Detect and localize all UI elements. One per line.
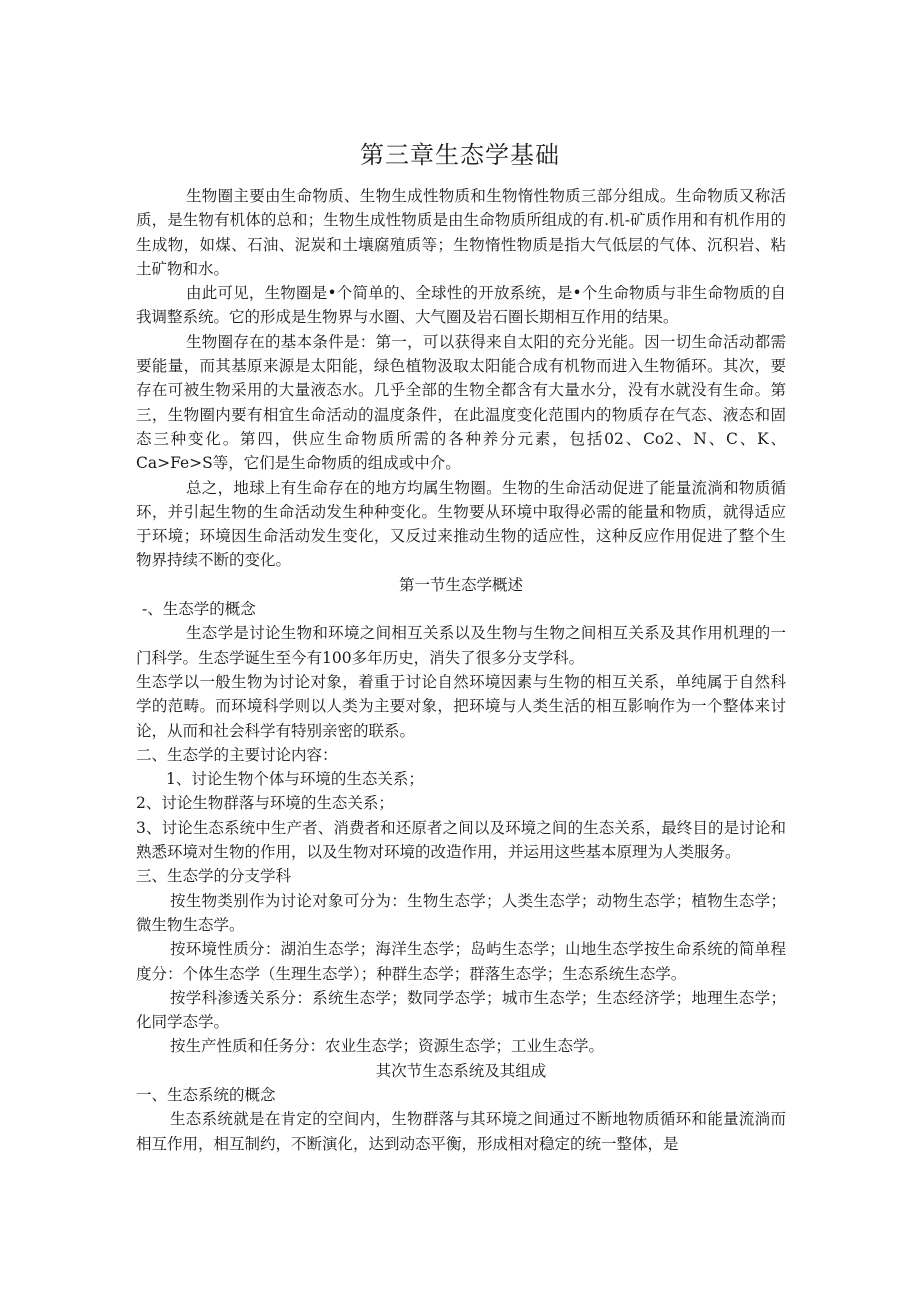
research-item-3: 3、讨论生态系统中生产者、消费者和还原者之间以及环境之间的生态关系，最终目的是讨论和熟悉环境对生物的作用，以及生物对环境的改造作用，并运用这些基本原理为人类服务。 <box>136 818 786 862</box>
intro-paragraph-4: 总之，地球上有生命存在的地方均属生物圈。生物的生命活动促进了能量流淌和物质循环，并引起生物的生命活动发生种种变化。生物要从环境中取得必需的能量和物质，就得适应于环境；环境因生命活动发生变化，又反过来推动生物的适应性，这种反应作用促进了整个生物界持续不断的变化。 <box>136 478 786 570</box>
section-2-heading: 其次节生态系统及其组成 <box>375 1061 547 1080</box>
section-2-paragraph-1: 生态系统就是在肯定的空间内，生物群落与其环境之间通过不断地物质循环和能量流淌而相互作用，相互制约，不断演化，达到动态平衡，形成相对稳定的统一整体，是 <box>136 1110 786 1153</box>
branch-paragraph-3: 按学科渗透关系分：系统生态学；数同学态学；城市生态学；生态经济学；地理生态学；化同学态学。 <box>136 988 786 1032</box>
intro-paragraph-1: 生物圈主要由生命物质、生物生成性物质和生物惰性物质三部分组成。生命物质又称活质，是生物有机体的总和；生物生成性物质是由生命物质所组成的有.机-矿质作用和有机作用的生成物，如煤、石油、泥炭和土壤腐殖质等；生物惰性物质是指大气低层的气体、沉积岩、粘土矿物和水。 <box>136 187 786 278</box>
section-1-heading: 第一节生态学概述 <box>398 575 523 594</box>
intro-paragraph-2: 由此可见，生物圈是•个简单的、全球性的开放系统，是•个生命物质与非生命物质的自我调整系统。它的形成是生物界与水圈、大气圈及岩石圈长期相互作用的结果。 <box>136 284 786 327</box>
document-body <box>136 184 786 1156</box>
section-1-subheading-1: -、生态学的概念 <box>142 600 256 619</box>
research-item-1: 1、讨论生物个体与环境的生态关系； <box>166 770 424 789</box>
section-1-paragraph-1: 生态学是讨论生物和环境之间相互关系以及生物与生物之间相互关系及其作用机理的一门科学。生态学诞生至今有100多年历史，消失了很多分支学科。 <box>136 624 786 667</box>
chapter-title: 第三章生态学基础 <box>360 141 560 169</box>
section-1-paragraph-2: 生态学以一般生物为讨论对象，着重于讨论自然环境因素与生物的相互关系，单纯属于自然科学的范畴。而环境科学则以人类为主要对象，把环境与人类生活的相互影响作为一个整体来讨论，从而和社会科学有特别亲密的联系。 <box>136 672 786 740</box>
section-2-subheading-1: 一、生态系统的概念 <box>136 1085 276 1104</box>
section-1-subheading-2: 二、生态学的主要讨论内容： <box>136 745 338 764</box>
section-1-subheading-3: 三、生态学的分支学科 <box>136 867 292 886</box>
branch-paragraph-1: 按生物类别作为讨论对象可分为：生物生态学；人类生态学；动物生态学；植物生态学；微生物生态学。 <box>136 891 786 934</box>
branch-paragraph-4: 按生产性质和任务分：农业生态学；资源生态学；工业生态学。 <box>170 1037 605 1056</box>
research-item-2: 2、讨论生物群落与环境的生态关系； <box>136 794 394 813</box>
branch-paragraph-2: 按环境性质分：湖泊生态学；海洋生态学；岛屿生态学；山地生态学按生命系统的简单程度分：个体生态学（生理生态学）；种群生态学；群落生态学；生态系统生态学。 <box>136 940 786 983</box>
intro-paragraph-3: 生物圈存在的基本条件是：第一，可以获得来自太阳的充分光能。因一切生命活动都需要能量，而其基原来源是太阳能，绿色植物汲取太阳能合成有机物而进入生物循环。其次，要存在可被生物采用的大量液态水。几乎全部的生物全都含有大量水分，没有水就没有生命。第三，生物圈内要有相宜生命活动的温度条件，在此温度变化范围内的物质存在气态、液态和固态三种变化。第四，供应生命物质所需的各种养分元素，包括02、Co2、N、C、K、Ca>Fe>S等，它们是生命物质的组成或中介。 <box>136 332 786 473</box>
